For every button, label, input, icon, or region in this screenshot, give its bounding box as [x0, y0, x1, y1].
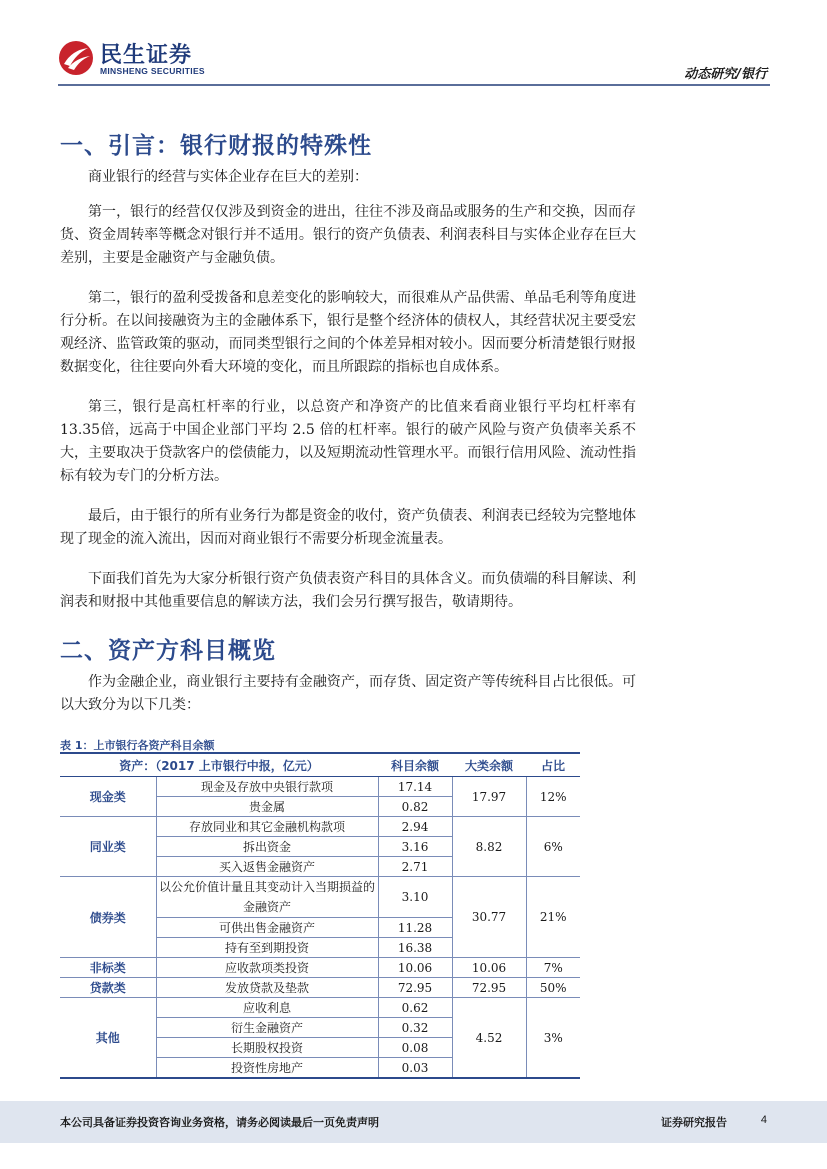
logo-text-cn: 民生证券	[100, 43, 193, 68]
share-cell: 50%	[526, 978, 580, 998]
category-cell: 债券类	[60, 877, 156, 958]
table-header: 科目余额	[378, 753, 452, 777]
table-row	[60, 978, 580, 998]
item-cell: 持有至到期投资	[156, 938, 378, 958]
page-header	[0, 0, 827, 90]
item-cell: 现金及存放中央银行款项	[156, 777, 378, 797]
total-cell: 72.95	[452, 978, 526, 998]
item-cell: 拆出资金	[156, 837, 378, 857]
item-cell: 长期股权投资	[156, 1038, 378, 1058]
share-cell: 12%	[526, 777, 580, 817]
total-cell: 17.97	[452, 777, 526, 817]
value-cell: 72.95	[378, 978, 452, 998]
table-row	[60, 998, 580, 1018]
item-cell: 贵金属	[156, 797, 378, 817]
value-cell: 16.38	[378, 938, 452, 958]
value-cell: 11.28	[378, 918, 452, 938]
value-cell: 0.82	[378, 797, 452, 817]
table-row	[60, 817, 580, 837]
category-cell: 贷款类	[60, 978, 156, 998]
report-type: 动态研究/银行	[684, 67, 767, 82]
value-cell: 10.06	[378, 958, 452, 978]
item-cell: 以公允价值计量且其变动计入当期损益的金融资产	[156, 877, 378, 918]
value-cell: 17.14	[378, 777, 452, 797]
item-cell: 应收款项类投资	[156, 958, 378, 978]
minsheng-logo-icon	[58, 40, 94, 76]
total-cell: 10.06	[452, 958, 526, 978]
share-cell: 7%	[526, 958, 580, 978]
value-cell: 0.08	[378, 1038, 452, 1058]
section-1-paragraph: 商业银行的经营与实体企业存在巨大的差别：	[88, 169, 368, 185]
footer-label: 证券研究报告	[661, 1116, 727, 1129]
section-1-paragraph: 最后，由于银行的所有业务行为都是资金的收付，资产负债表、利润表已经较为完整地体现了现金的流入流出，因而对商业银行不需要分析现金流量表。	[60, 508, 636, 547]
total-cell: 8.82	[452, 817, 526, 877]
category-cell: 非标类	[60, 958, 156, 978]
table-row	[60, 777, 580, 797]
section-1-paragraph: 第二，银行的盈利受拨备和息差变化的影响较大，而很难从产品供需、单品毛利等角度进行分析。在以间接融资为主的金融体系下，银行是整个经济体的债权人，其经营状况主要受宏观经济、监管政策的驱动，而同类型银行之间的个体差异相对较小。因而要分析清楚银行财报数据变化，往往要向外看大环境的变化，而且所跟踪的指标也自成体系。	[60, 290, 636, 375]
value-cell: 2.71	[378, 857, 452, 877]
category-cell: 其他	[60, 998, 156, 1079]
table-header: 占比	[526, 753, 580, 777]
value-cell: 0.62	[378, 998, 452, 1018]
total-cell: 4.52	[452, 998, 526, 1079]
section-1-title: 一、引言：银行财报的特殊性	[60, 133, 372, 159]
table-row	[60, 958, 580, 978]
value-cell: 2.94	[378, 817, 452, 837]
section-1-paragraph: 第三，银行是高杠杆率的行业，以总资产和净资产的比值来看商业银行平均杠杆率有13.35倍，远高于中国企业部门平均 2.5 倍的杠杆率。银行的破产风险与资产负债率关系不大，主要取决于贷款客户的偿债能力，以及短期流动性管理水平。而银行信用风险、流动性指标有较为专门的分析方法。	[60, 399, 636, 484]
item-cell: 买入返售金融资产	[156, 857, 378, 877]
value-cell: 3.16	[378, 837, 452, 857]
page-footer	[0, 1101, 827, 1143]
value-cell: 0.32	[378, 1018, 452, 1038]
item-cell: 投资性房地产	[156, 1058, 378, 1079]
section-1-paragraph: 下面我们首先为大家分析银行资产负债表资产科目的具体含义。而负债端的科目解读、利润表和财报中其他重要信息的解读方法，我们会另行撰写报告，敬请期待。	[60, 571, 636, 610]
footer-disclaimer: 本公司具备证券投资咨询业务资格，请务必阅读最后一页免责声明	[60, 1116, 379, 1129]
table-caption: 表 1：上市银行各资产科目余额	[60, 739, 215, 752]
table-row	[60, 877, 580, 918]
share-cell: 6%	[526, 817, 580, 877]
total-cell: 30.77	[452, 877, 526, 958]
share-cell: 3%	[526, 998, 580, 1079]
logo-text-en: MINSHENG SECURITIES	[100, 66, 205, 76]
item-cell: 发放贷款及垫款	[156, 978, 378, 998]
category-cell: 同业类	[60, 817, 156, 877]
table-header-row	[60, 753, 580, 777]
item-cell: 应收利息	[156, 998, 378, 1018]
share-cell: 21%	[526, 877, 580, 958]
table-header: 大类余额	[452, 753, 526, 777]
item-cell: 可供出售金融资产	[156, 918, 378, 938]
section-2-title: 二、资产方科目概览	[60, 638, 276, 664]
header-divider	[58, 84, 770, 86]
value-cell: 3.10	[378, 877, 452, 918]
section-2-paragraph: 作为金融企业，商业银行主要持有金融资产，而存货、固定资产等传统科目占比很低。可以大致分为以下几类：	[60, 674, 636, 713]
table-header: 资产：（2017 上市银行中报，亿元）	[60, 753, 378, 777]
category-cell: 现金类	[60, 777, 156, 817]
value-cell: 0.03	[378, 1058, 452, 1079]
section-1-paragraph: 第一，银行的经营仅仅涉及到资金的进出，往往不涉及商品或服务的生产和交换，因而存货、资金周转率等概念对银行并不适用。银行的资产负债表、利润表科目与实体企业存在巨大差别，主要是金融资产与金融负债。	[60, 204, 636, 266]
asset-table	[60, 752, 580, 1079]
item-cell: 存放同业和其它金融机构款项	[156, 817, 378, 837]
page-number: 4	[760, 1114, 767, 1126]
item-cell: 衍生金融资产	[156, 1018, 378, 1038]
